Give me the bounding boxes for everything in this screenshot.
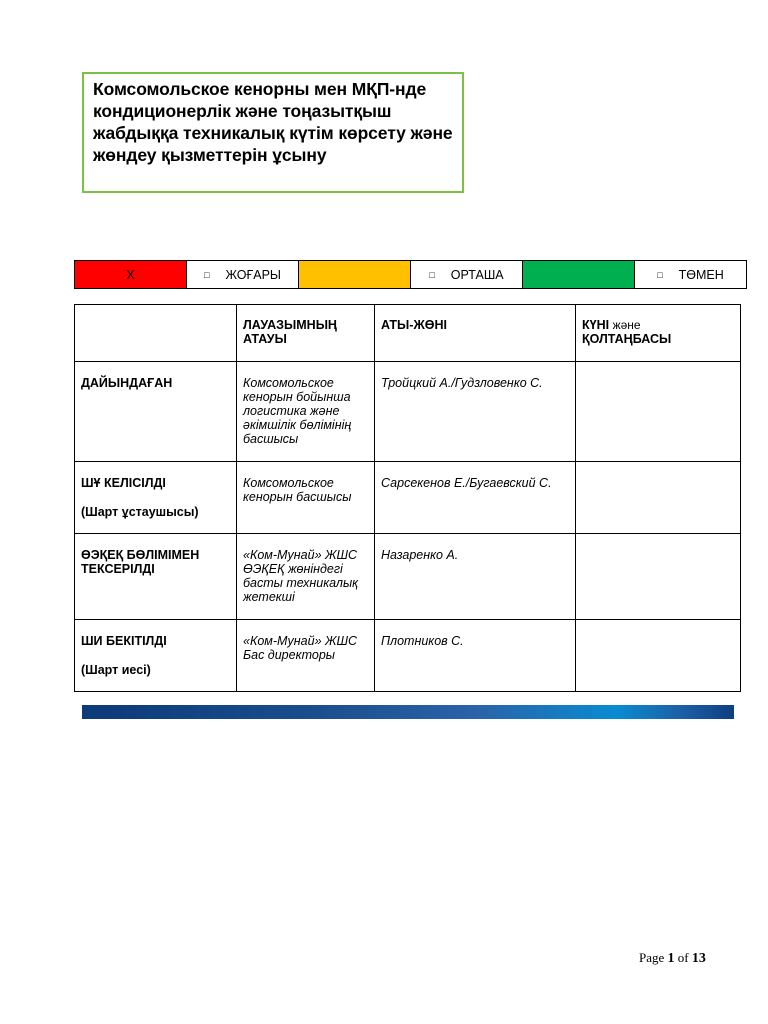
name-cell [375,462,576,534]
date-signature-cell[interactable] [576,534,741,620]
header-date-cell [576,305,741,362]
header-name: АТЫ-ЖӨНІ [381,318,447,332]
person-name: Плотников С. [381,634,464,648]
page-total: 13 [691,951,706,966]
role-sub: (Шарт иесі) [81,663,151,677]
person-name: Назаренко А. [381,548,459,562]
position-text: Комсомольское кенорын бойынша логистика және әкімшілік бөлімінің басшысы [243,376,352,446]
table-row [75,362,741,462]
name-cell [375,534,576,620]
priority-high-swatch[interactable] [75,261,187,289]
page-number [639,950,706,967]
position-cell [237,534,375,620]
name-cell [375,620,576,692]
position-text: «Ком-Мунай» ЖШС ӨЭҚЕҚ жөніндегі басты техникалық жетекші [243,548,359,604]
header-date-and: және [612,318,641,332]
position-cell [237,362,375,462]
checkbox-icon: □ [204,269,210,280]
role-cell [75,362,237,462]
role-approved: ШИ БЕКІТІЛДІ [81,634,167,648]
position-text: Комсомольское кенорын басшысы [243,476,352,504]
priority-medium-label: ОРТАША [450,267,504,282]
header-role-cell [75,305,237,362]
role-agreed: ШҰ КЕЛІСІЛДІ [81,476,166,490]
header-position-cell [237,305,375,362]
name-cell [375,362,576,462]
priority-high-label: ЖОҒАРЫ [225,267,281,282]
position-cell [237,462,375,534]
table-header-row [75,305,741,362]
priority-selector [74,260,747,289]
position-cell [237,620,375,692]
date-signature-cell[interactable] [576,462,741,534]
priority-low-label: ТӨМЕН [678,267,724,282]
priority-medium-option[interactable] [411,261,523,289]
role-cell [75,534,237,620]
position-text: «Ком-Мунай» ЖШС Бас директоры [243,634,358,662]
person-name: Сарсекенов Е./Бугаевский С. [381,476,552,490]
document-title-box [82,72,464,193]
priority-low-option[interactable] [635,261,747,289]
role-prepared: ДАЙЫНДАҒАН [81,376,173,390]
date-signature-cell[interactable] [576,362,741,462]
checkbox-icon: □ [429,269,435,280]
header-name-cell [375,305,576,362]
header-signature: ҚОЛТАҢБАСЫ [582,332,672,346]
table-row [75,534,741,620]
person-name: Тройцкий А./Гудзловенко С. [381,376,543,390]
date-signature-cell[interactable] [576,620,741,692]
role-cell [75,462,237,534]
role-sub: (Шарт ұстаушысы) [81,505,199,519]
priority-medium-swatch[interactable] [299,261,411,289]
high-selected-mark: X [126,267,135,282]
decorative-blue-band [82,705,734,719]
page-word: Page [639,950,665,965]
priority-low-swatch[interactable] [523,261,635,289]
page-current: 1 [667,951,675,966]
of-word: of [677,950,689,965]
role-cell [75,620,237,692]
header-date: КҮНІ [582,318,610,332]
table-row [75,462,741,534]
role-checked: ӨЭҚЕҚ БӨЛІМІМЕН ТЕКСЕРІЛДІ [81,548,200,576]
approval-table [74,304,741,692]
header-position: ЛАУАЗЫМНЫҢ АТАУЫ [243,318,337,346]
table-row [75,620,741,692]
document-title: Комсомольское кенорны мен МҚП-нде кондиционерлік және тоңазытқыш жабдыққа техникалық күтім көрсету және жөндеу қызметтерін ұсыну [93,79,453,165]
checkbox-icon: □ [657,269,663,280]
priority-high-option[interactable] [187,261,299,289]
